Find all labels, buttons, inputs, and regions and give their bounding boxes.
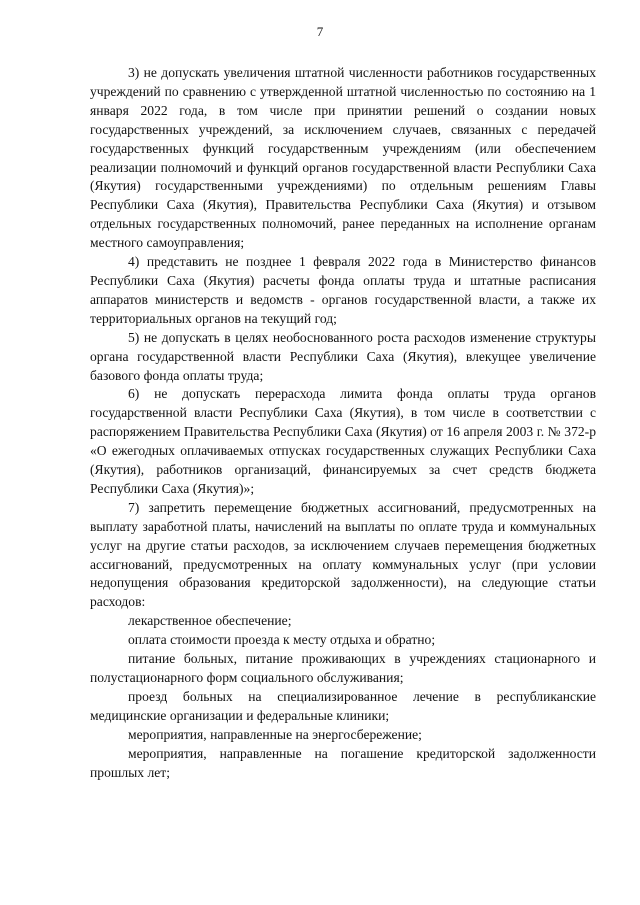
page-number: 7 [316, 24, 324, 39]
expense-item-debt-repayment: мероприятия, направленные на погашение кредиторской задолженности прошлых лет; [90, 745, 596, 780]
expense-item-travel: оплата стоимости проезда к месту отдыха и обратно; [128, 632, 436, 648]
document-body [90, 64, 596, 782]
expense-item-energy-saving: мероприятия, направленные на энергосбережение; [128, 726, 422, 742]
paragraph-item-7: 7) запретить перемещение бюджетных ассигнований, предусмотренных на выплату заработной платы, начислений на выплаты по оплате труда и коммунальных услуг на другие статьи расходов, за исключением случаев перемещения бюджетных ассигнований, предусмотренных на оплату коммунальных услуг (при условии недопущения образования кредиторской задолженности), на следующие статьи расходов: [90, 499, 596, 610]
paragraph-item-5: 5) не допускать в целях необоснованного роста расходов изменение структуры органа государственной власти Республики Саха (Якутия), влекущее увеличение базового фонда оплаты труда; [90, 329, 596, 383]
expense-item-nutrition: питание больных, питание проживающих в учреждениях стационарного и полустационарного форм социального обслуживания; [90, 651, 596, 685]
paragraph-item-6: 6) не допускать перерасхода лимита фонда оплаты труда органов государственной власти Республики Саха (Якутия), в том числе в соответствии с распоряжением Правительства Республики Саха (Якутия) от 16 апреля 2003 г. № 372-р «О ежегодных оплачиваемых отпусках государственных служащих Республики Саха (Якутия), работников организаций, финансируемых за счет средств бюджета Республики Саха (Якутия)»; [90, 386, 596, 496]
expense-item-medicines: лекарственное обеспечение; [128, 613, 292, 629]
paragraph-item-3: 3) не допускать увеличения штатной численности работников государственных учреждений по сравнению с утвержденной штатной численностью по состоянию на 1 января 2022 года, в том числе при принятии решений о создании новых государственных учреждений, за исключением случаев, связанных с передачей государственных функций государственным учреждениям (или обеспечением реализации полномочий и функций органов государственной власти Республики Саха (Якутия) государственными учреждениями) по отдельным решениям Главы Республики Саха (Якутия), Правительства Республики Саха (Якутия) и отзывом отдельных государственных полномочий, ранее переданных на исполнение органам местного самоуправления; [90, 65, 596, 251]
paragraph-item-4: 4) представить не позднее 1 февраля 2022 года в Министерство финансов Республики Саха (Якутия) расчеты фонда оплаты труда и штатные расписания аппаратов министерств и ведомств - органов государственной власти, а также их территориальных органов на текущий год; [90, 254, 596, 326]
expense-item-patient-transport: проезд больных на специализированное лечение в республиканские медицинские организации и федеральные клиники; [90, 688, 596, 723]
